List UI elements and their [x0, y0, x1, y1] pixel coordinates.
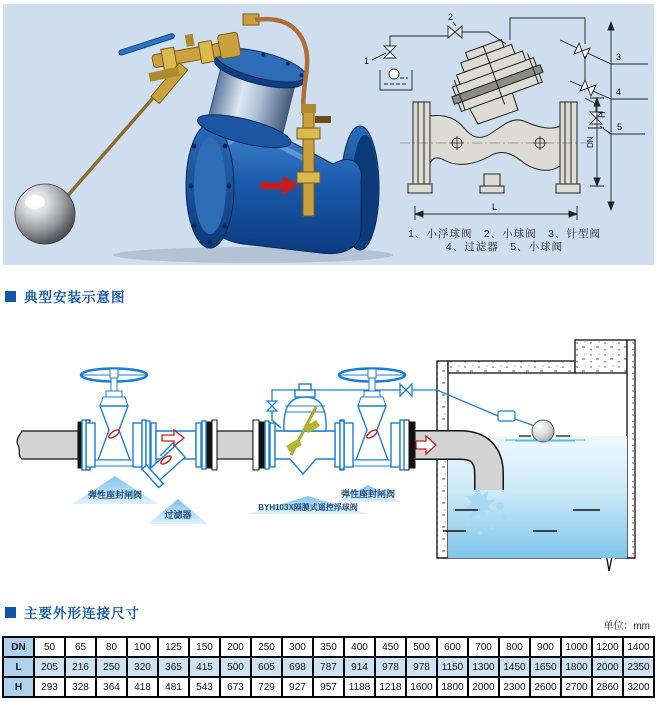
gate-valve-right	[339, 369, 405, 471]
drawing-caption-line1: 1、小浮球阀 2、小球阀 3、针型阀	[407, 228, 602, 240]
value-cell: 1400	[623, 637, 654, 657]
value-cell: 900	[530, 637, 561, 657]
value-cell: 1300	[468, 657, 499, 677]
value-cell: 927	[282, 677, 313, 697]
value-cell: 1150	[437, 657, 468, 677]
table-row	[3, 637, 654, 657]
unit-note: 单位：mm	[603, 621, 650, 632]
value-cell: 100	[127, 637, 158, 657]
gate-valve-left	[81, 369, 147, 471]
value-cell: 320	[127, 657, 158, 677]
inlet-pipe	[17, 431, 78, 459]
value-cell: 1000	[561, 637, 592, 657]
callout-3: 3	[616, 52, 622, 62]
callout-2: 2	[448, 12, 454, 22]
value-cell: 50	[34, 637, 65, 657]
value-cell: 957	[313, 677, 344, 697]
float-ball-photo	[15, 184, 75, 244]
callout-5: 5	[617, 122, 623, 132]
product-panel	[3, 4, 654, 265]
table-row	[3, 657, 654, 677]
dim-label-l: L	[492, 202, 498, 212]
value-cell: 1600	[406, 677, 437, 697]
tank-top-slab	[448, 361, 575, 373]
value-cell: 1200	[592, 637, 623, 657]
value-cell: 914	[344, 657, 375, 677]
value-cell: 200	[220, 637, 251, 657]
row-header-cell: DN	[3, 637, 34, 657]
tank-right-wall	[627, 340, 635, 558]
row-header-cell: L	[3, 657, 34, 677]
value-cell: 2860	[592, 677, 623, 697]
section-header-installation	[5, 286, 126, 306]
value-cell: 415	[189, 657, 220, 677]
label-strainer: 过滤器	[164, 510, 192, 520]
value-cell: 328	[65, 677, 96, 697]
value-cell: 1650	[530, 657, 561, 677]
value-cell: 65	[65, 637, 96, 657]
value-cell: 543	[189, 677, 220, 697]
dimensions-table	[2, 636, 655, 698]
value-cell: 1800	[561, 657, 592, 677]
value-cell: 978	[375, 657, 406, 677]
middle-pipe	[217, 431, 253, 459]
value-cell: 729	[251, 677, 282, 697]
value-cell: 293	[34, 677, 65, 697]
value-cell: 350	[313, 637, 344, 657]
section-bullet-icon	[5, 291, 16, 302]
value-cell: 216	[65, 657, 96, 677]
value-cell: 698	[282, 657, 313, 677]
section-title: 典型安装示意图	[24, 290, 126, 305]
value-cell: 787	[313, 657, 344, 677]
pilot-fitting	[498, 411, 515, 421]
value-cell: 365	[158, 657, 189, 677]
value-cell: 250	[251, 637, 282, 657]
value-cell: 3200	[623, 677, 654, 697]
value-cell: 500	[220, 657, 251, 677]
valve-technical-drawing	[360, 6, 654, 228]
main-float-valve	[265, 384, 344, 474]
float-rod	[63, 98, 153, 201]
value-cell: 1450	[499, 657, 530, 677]
value-cell: 673	[220, 677, 251, 697]
float-valve-photo	[3, 4, 403, 265]
value-cell: 80	[96, 637, 127, 657]
callout-1: 1	[364, 56, 370, 66]
dimensions-table-body	[3, 637, 654, 697]
callout-4: 4	[616, 87, 622, 97]
value-cell: 1218	[375, 677, 406, 697]
value-cell: 481	[158, 677, 189, 697]
drawing-caption	[355, 228, 654, 254]
value-cell: 700	[468, 637, 499, 657]
value-cell: 2600	[530, 677, 561, 697]
value-cell: 250	[96, 657, 127, 677]
value-cell: 605	[251, 657, 282, 677]
section-title: 主要外形连接尺寸	[24, 606, 140, 621]
value-cell: 150	[189, 637, 220, 657]
drawing-caption-line2: 4、过滤器 5、小球阀	[445, 241, 564, 253]
value-cell: 600	[437, 637, 468, 657]
value-cell: 1188	[344, 677, 375, 697]
y-strainer	[142, 421, 206, 488]
tank-top-step	[575, 340, 627, 373]
section-bullet-icon	[5, 607, 16, 618]
value-cell: 2300	[499, 677, 530, 697]
row-header-cell: H	[3, 677, 34, 697]
value-cell: 800	[499, 637, 530, 657]
value-cell: 2000	[468, 677, 499, 697]
value-cell: 1800	[437, 677, 468, 697]
value-cell: 364	[96, 677, 127, 697]
label-gate-valve-left: 弹性座封闸阀	[87, 490, 143, 500]
dim-label-h: H	[597, 111, 607, 118]
value-cell: 418	[127, 677, 158, 697]
diagram-labels	[72, 476, 401, 524]
dim-label-dn: DN	[586, 136, 595, 148]
value-cell: 500	[406, 637, 437, 657]
table-row	[3, 677, 654, 697]
value-cell: 2350	[623, 657, 654, 677]
value-cell: 978	[406, 657, 437, 677]
value-cell: 300	[282, 637, 313, 657]
installation-diagram	[0, 328, 657, 593]
value-cell: 2700	[561, 677, 592, 697]
value-cell: 2000	[592, 657, 623, 677]
label-gate-valve-right: 弹性座封闸阀	[340, 489, 396, 499]
value-cell: 400	[344, 637, 375, 657]
photo-shadow	[113, 247, 393, 263]
value-cell: 205	[34, 657, 65, 677]
section-header-dimensions	[5, 602, 140, 622]
valve-section-body	[408, 86, 580, 193]
label-main-valve: BYH103X隔膜式遥控浮球阀	[258, 503, 358, 512]
value-cell: 125	[158, 637, 189, 657]
value-cell: 450	[375, 637, 406, 657]
